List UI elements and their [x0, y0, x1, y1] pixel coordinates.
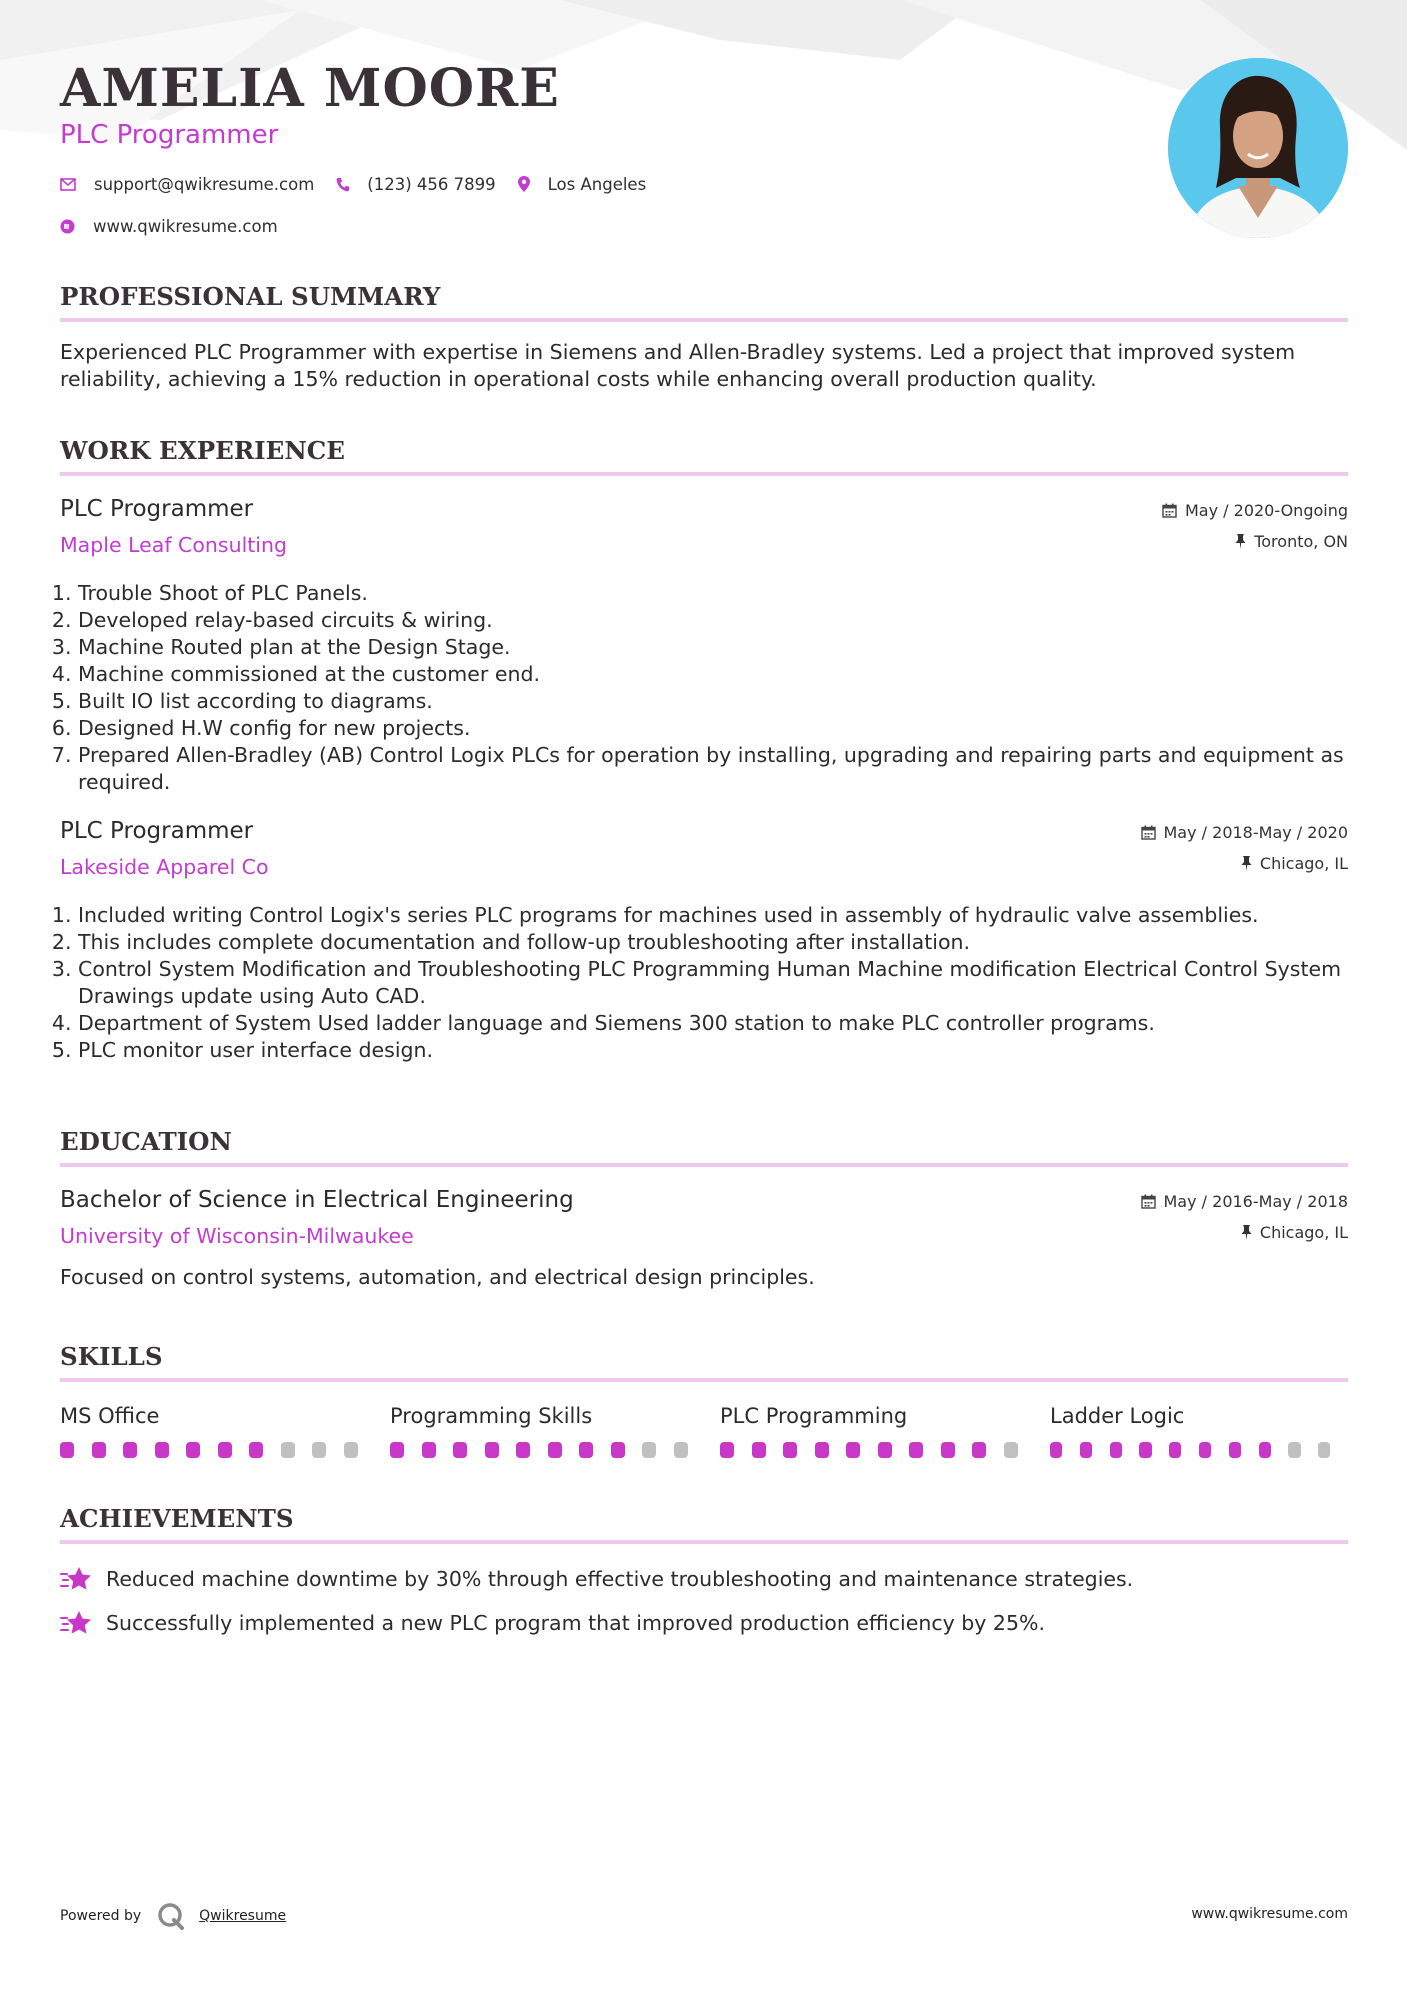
skills-section	[60, 1340, 1348, 1458]
list-item: 1. Trouble Shoot of PLC Panels.	[78, 580, 1348, 607]
education-location	[1241, 1223, 1348, 1242]
job-responsibilities	[60, 902, 1348, 1064]
job-company: Lakeside Apparel Co	[60, 855, 269, 879]
contact-row	[60, 172, 880, 196]
list-item	[60, 1564, 1348, 1594]
pin-icon	[1235, 534, 1246, 549]
rating-dot-empty	[642, 1442, 656, 1458]
rating-dot-filled	[548, 1442, 562, 1458]
rating-dot-filled	[783, 1442, 797, 1458]
envelope-icon	[60, 178, 76, 191]
skill-name: MS Office	[60, 1404, 160, 1428]
contact-location	[518, 175, 647, 194]
skill-name: PLC Programming	[720, 1404, 908, 1428]
rating-dot-filled	[909, 1442, 923, 1458]
location-text: Los Angeles	[547, 174, 647, 194]
achievement-text: Successfully implemented a new PLC program that improved production efficiency by 25%.	[106, 1611, 1045, 1635]
list-item	[60, 1608, 1348, 1638]
calendar-icon	[1141, 825, 1156, 840]
candidate-title: PLC Programmer	[60, 120, 279, 150]
qwikresume-logo-icon	[157, 1902, 185, 1930]
contact-phone[interactable]	[336, 175, 495, 194]
education-date-text: May / 2016-May / 2018	[1163, 1192, 1348, 1211]
achievements-section	[60, 1502, 1348, 1638]
job-location-text: Chicago, IL	[1259, 854, 1348, 873]
education-location-text: Chicago, IL	[1259, 1223, 1348, 1242]
footer	[60, 1896, 1348, 1936]
job-location-text: Toronto, ON	[1254, 532, 1348, 551]
job-company: Maple Leaf Consulting	[60, 533, 288, 557]
rating-dot-filled	[485, 1442, 499, 1458]
star-icon	[60, 1565, 92, 1593]
powered-by	[60, 1902, 286, 1930]
calendar-icon	[1162, 503, 1177, 518]
contact-row	[60, 214, 880, 238]
rating-dot-empty	[344, 1442, 358, 1458]
rating-dot-filled	[1169, 1442, 1181, 1458]
powered-by-label: Powered by	[60, 1908, 142, 1924]
education-heading: EDUCATION	[60, 1125, 1348, 1167]
email-text: support@qwikresume.com	[94, 174, 315, 194]
rating-dot-filled	[92, 1442, 106, 1458]
experience-section	[60, 434, 1348, 1064]
portrait-illustration	[1168, 58, 1348, 238]
rating-dot-filled	[611, 1442, 625, 1458]
rating-dot-filled	[1110, 1442, 1122, 1458]
rating-dot-empty	[1288, 1442, 1300, 1458]
rating-dot-filled	[155, 1442, 169, 1458]
job-date	[1141, 823, 1349, 842]
education-header	[60, 1187, 1348, 1257]
rating-dot-empty	[1004, 1442, 1018, 1458]
job-date	[1162, 501, 1348, 520]
list-item: 6. Designed H.W config for new projects.	[78, 715, 1348, 742]
rating-dot-filled	[1229, 1442, 1241, 1458]
degree: Bachelor of Science in Electrical Engineering	[60, 1187, 574, 1213]
job-entry	[60, 496, 1348, 796]
list-item: 2. This includes complete documentation and follow-up troubleshooting after installation.	[78, 929, 1348, 956]
map-pin-icon	[518, 176, 530, 192]
education-date	[1141, 1192, 1349, 1211]
job-entry	[60, 818, 1348, 1064]
achievement-text: Reduced machine downtime by 30% through effective troubleshooting and maintenance strategies.	[106, 1567, 1134, 1591]
rating-dot-filled	[186, 1442, 200, 1458]
summary-heading: PROFESSIONAL SUMMARY	[60, 280, 1348, 322]
skill-item	[390, 1404, 720, 1458]
job-header	[60, 496, 1348, 566]
list-item: 4. Department of System Used ladder language and Siemens 300 station to make PLC controller programs.	[78, 1010, 1348, 1037]
rating-dot-filled	[579, 1442, 593, 1458]
globe-icon	[60, 219, 75, 234]
rating-dot-filled	[972, 1442, 986, 1458]
rating-dot-filled	[453, 1442, 467, 1458]
summary-text: Experienced PLC Programmer with expertise in Siemens and Allen-Bradley systems. Led a project that improved system reliability, achieving a 15% reduction in operational costs while enhancing overall production quality.	[60, 340, 1296, 391]
rating-dot-empty	[1318, 1442, 1330, 1458]
phone-text: (123) 456 7899	[367, 174, 496, 194]
rating-dot-filled	[1080, 1442, 1092, 1458]
skill-rating	[720, 1442, 1050, 1458]
education-section	[60, 1125, 1348, 1289]
rating-dot-filled	[422, 1442, 436, 1458]
school: University of Wisconsin-Milwaukee	[60, 1224, 414, 1248]
education-description: Focused on control systems, automation, and electrical design principles.	[60, 1265, 815, 1289]
job-location	[1241, 854, 1348, 873]
skill-name: Ladder Logic	[1050, 1404, 1185, 1428]
rating-dot-filled	[1259, 1442, 1271, 1458]
list-item: 3. Machine Routed plan at the Design Stage.	[78, 634, 1348, 661]
website-text: www.qwikresume.com	[93, 216, 278, 236]
rating-dot-filled	[1139, 1442, 1151, 1458]
rating-dot-filled	[390, 1442, 404, 1458]
list-item: 5. PLC monitor user interface design.	[78, 1037, 1348, 1064]
achievements-list	[60, 1564, 1348, 1638]
contact-info	[60, 172, 880, 256]
summary-section	[60, 280, 1348, 393]
rating-dot-filled	[720, 1442, 734, 1458]
rating-dot-filled	[815, 1442, 829, 1458]
skills-heading: SKILLS	[60, 1340, 1348, 1382]
list-item: 3. Control System Modification and Troubleshooting PLC Programming Human Machine modification Electrical Control System Drawings update using Auto CAD.	[78, 956, 1348, 1010]
rating-dot-filled	[218, 1442, 232, 1458]
job-responsibilities	[60, 580, 1348, 796]
skills-list	[60, 1404, 1348, 1458]
phone-icon	[336, 177, 349, 192]
job-role: PLC Programmer	[60, 818, 254, 844]
pin-icon	[1241, 1225, 1252, 1240]
rating-dot-filled	[123, 1442, 137, 1458]
rating-dot-filled	[1199, 1442, 1211, 1458]
contact-website[interactable]	[60, 217, 278, 236]
candidate-name: AMELIA MOORE	[60, 58, 560, 119]
contact-email[interactable]	[60, 175, 314, 194]
skill-item	[720, 1404, 1050, 1458]
list-item: 4. Machine commissioned at the customer end.	[78, 661, 1348, 688]
job-date-text: May / 2020-Ongoing	[1185, 501, 1348, 520]
rating-dot-filled	[1050, 1442, 1062, 1458]
rating-dot-filled	[846, 1442, 860, 1458]
education-entry	[60, 1187, 1348, 1289]
achievements-heading: ACHIEVEMENTS	[60, 1502, 1348, 1544]
rating-dot-filled	[249, 1442, 263, 1458]
skill-rating	[1050, 1442, 1348, 1458]
pin-icon	[1241, 856, 1252, 871]
profile-photo	[1168, 58, 1348, 238]
list-item: 1. Included writing Control Logix's series PLC programs for machines used in assembly of hydraulic valve assemblies.	[78, 902, 1348, 929]
job-location	[1235, 532, 1348, 551]
job-header	[60, 818, 1348, 888]
qwikresume-link[interactable]: Qwikresume	[199, 1908, 287, 1924]
rating-dot-filled	[878, 1442, 892, 1458]
skill-rating	[390, 1442, 720, 1458]
list-item: 5. Built IO list according to diagrams.	[78, 688, 1348, 715]
rating-dot-filled	[752, 1442, 766, 1458]
rating-dot-filled	[516, 1442, 530, 1458]
rating-dot-empty	[281, 1442, 295, 1458]
list-item: 7. Prepared Allen-Bradley (AB) Control Logix PLCs for operation by installing, upgrading and repairing parts and equipment as required.	[78, 742, 1348, 796]
calendar-icon	[1141, 1194, 1156, 1209]
skill-item	[1050, 1404, 1348, 1458]
skill-item	[60, 1404, 390, 1458]
list-item: 2. Developed relay-based circuits & wiring.	[78, 607, 1348, 634]
rating-dot-filled	[60, 1442, 74, 1458]
skill-name: Programming Skills	[390, 1404, 593, 1428]
star-icon	[60, 1609, 92, 1637]
rating-dot-filled	[941, 1442, 955, 1458]
rating-dot-empty	[674, 1442, 688, 1458]
job-role: PLC Programmer	[60, 496, 254, 522]
skill-rating	[60, 1442, 390, 1458]
rating-dot-empty	[312, 1442, 326, 1458]
experience-heading: WORK EXPERIENCE	[60, 434, 1348, 476]
job-date-text: May / 2018-May / 2020	[1163, 823, 1348, 842]
footer-url[interactable]: www.qwikresume.com	[1191, 1906, 1348, 1922]
